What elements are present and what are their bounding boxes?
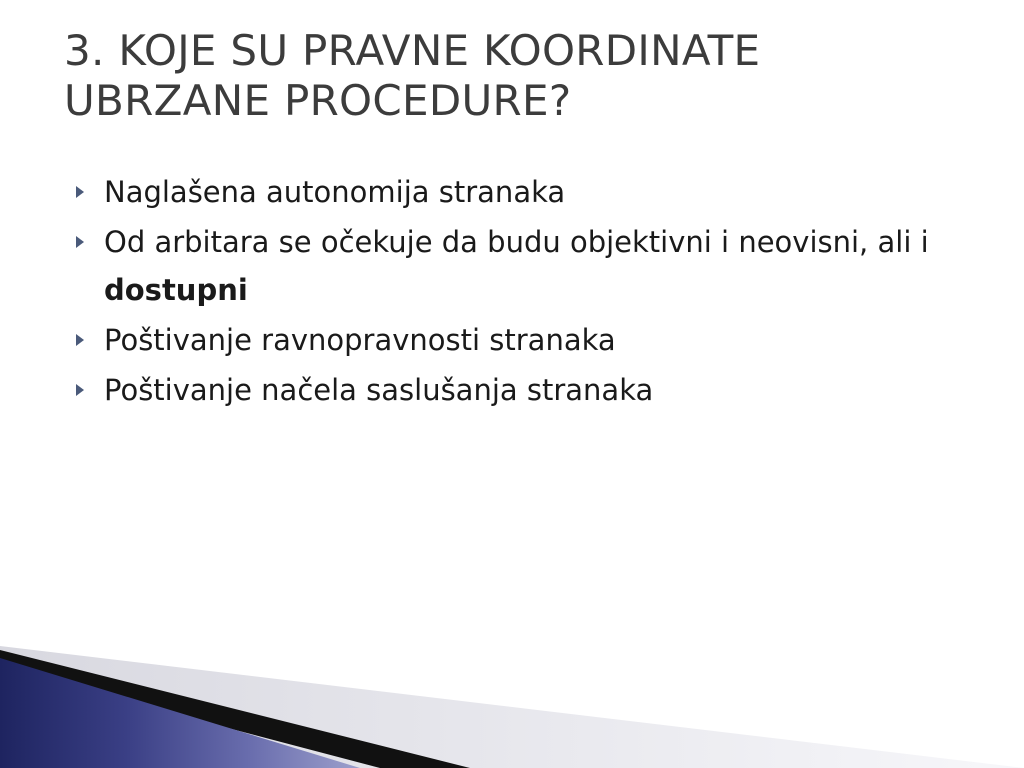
bullet-item [74,316,954,364]
triangle-right-icon [76,384,84,396]
bullet-item [74,366,954,414]
slide-title: 3. KOJE SU PRAVNE KOORDINATE UBRZANE PROCEDURE? [64,26,761,125]
bullet-text: Naglašena autonomija stranaka [104,175,566,209]
bullet-bold-text: dostupni [104,273,248,307]
triangle-right-icon [76,186,84,198]
bullet-item [74,168,954,216]
triangle-right-icon [76,334,84,346]
bullet-text: Poštivanje ravnopravnosti stranaka [104,323,616,357]
bullet-item [74,218,954,314]
bullet-list [74,168,954,416]
footer-decoration [0,638,1024,768]
bullet-text: Poštivanje načela saslušanja stranaka [104,373,654,407]
bullet-text: Od arbitara se očekuje da budu objektivni i neovisni, ali i [104,225,929,259]
triangle-right-icon [76,236,84,248]
